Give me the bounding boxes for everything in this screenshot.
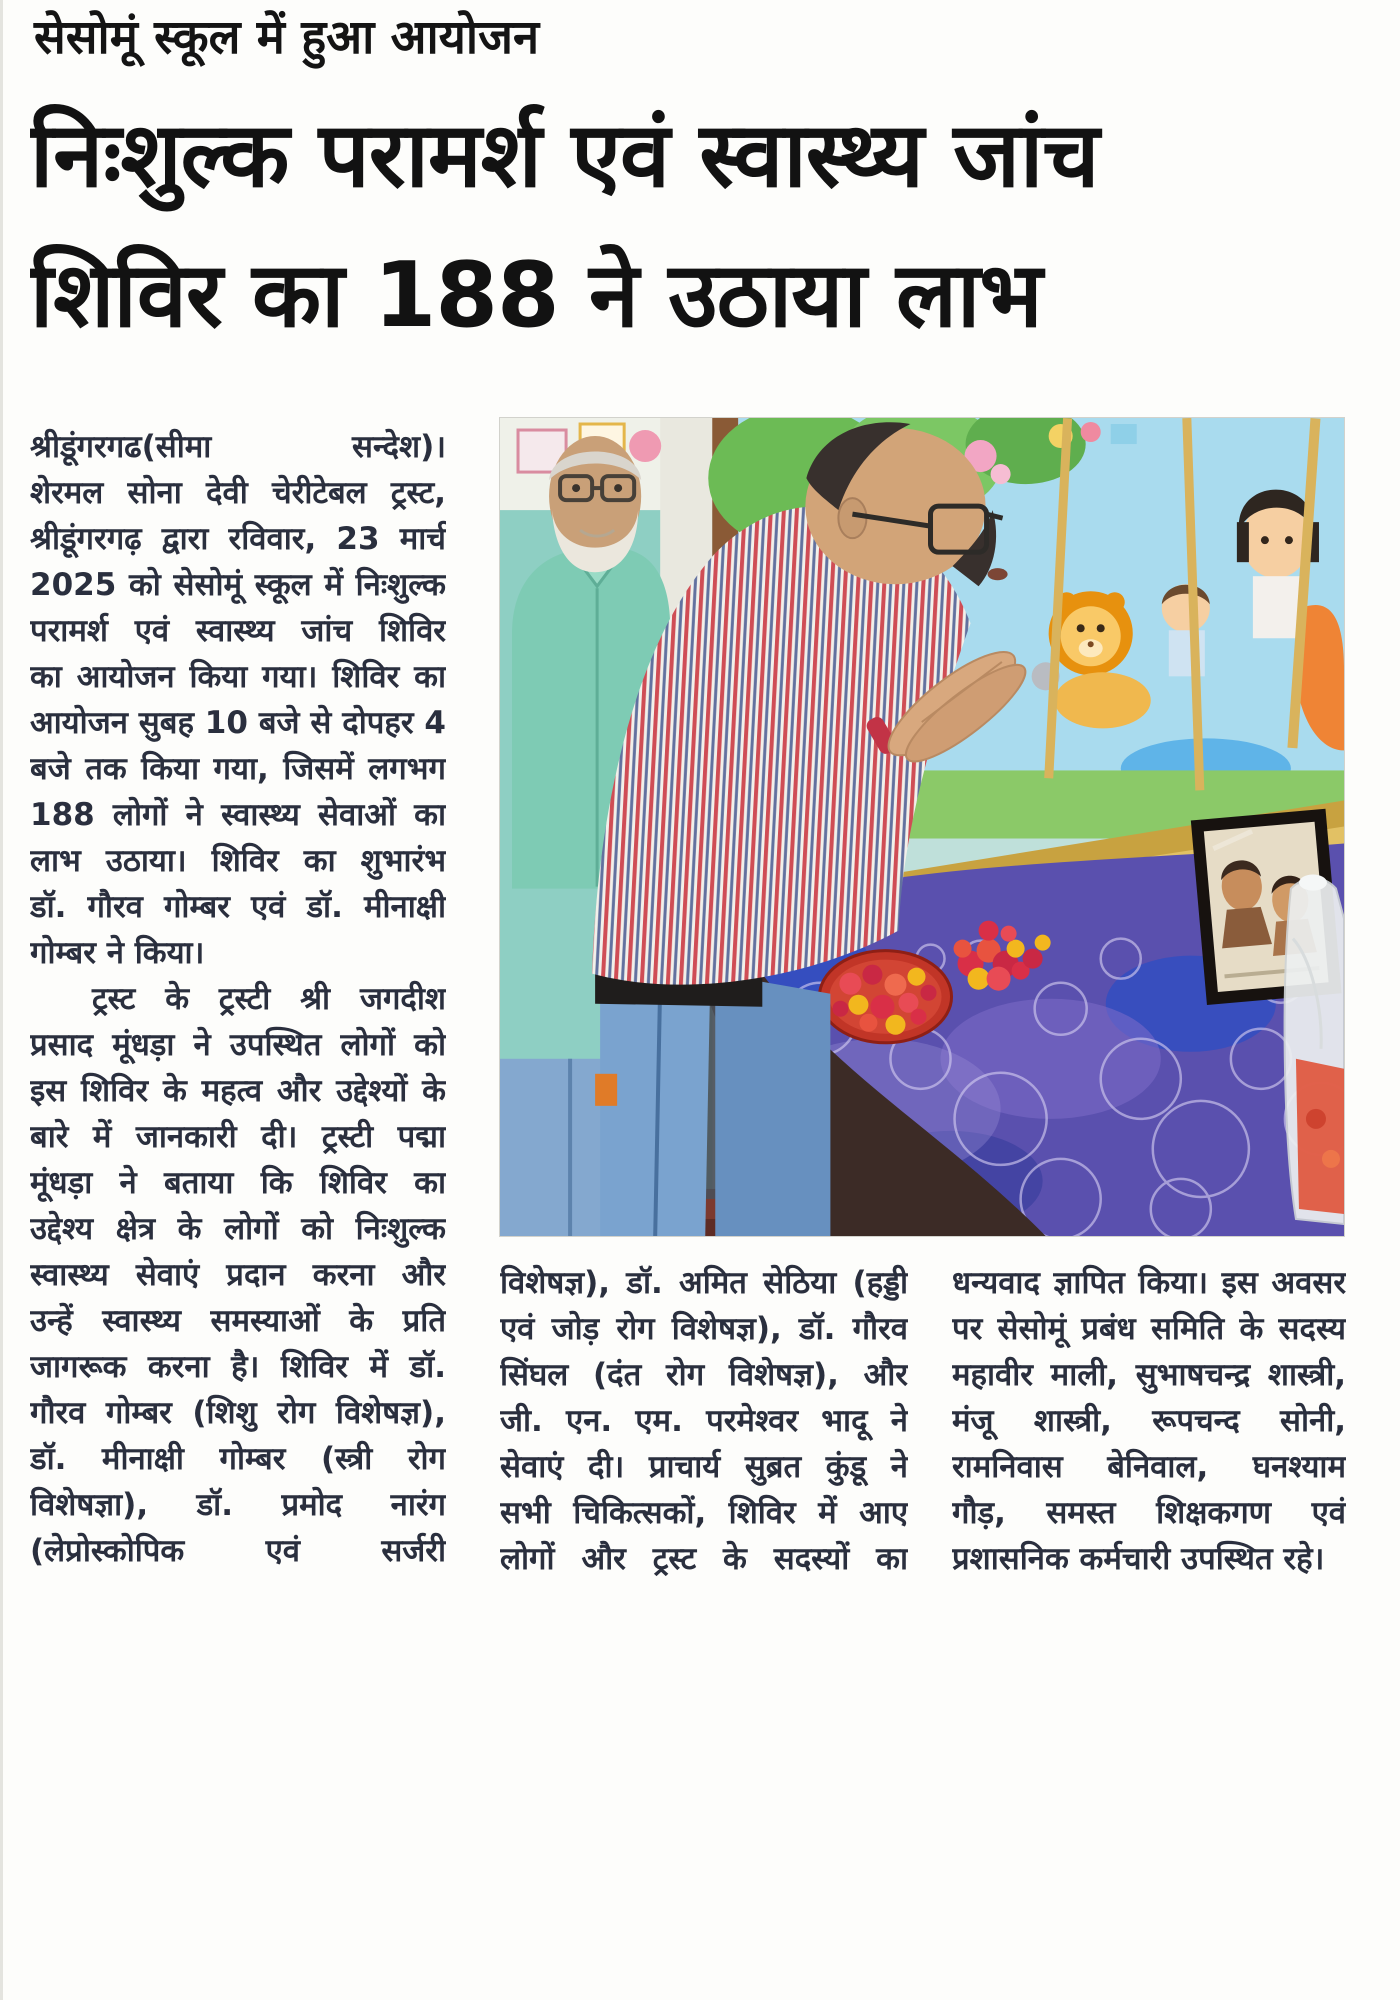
text-line: सिंघल (दंत रोग विशेषज्ञ), और (500, 1357, 908, 1393)
text-line: 188 लोगों ने स्वास्थ्य सेवाओं का (30, 797, 446, 833)
text-line: सेवाएं दी। प्राचार्य सुब्रत कुंडू ने (500, 1449, 908, 1485)
plastic-bag (1285, 875, 1344, 1224)
text-line: गोम्बर ने किया। (30, 935, 205, 971)
flower-plate (819, 951, 951, 1043)
text-line: इस शिविर के महत्व और उद्देश्यों के (30, 1073, 446, 1109)
text-line: प्रशासनिक कर्मचारी उपस्थित रहे। (952, 1541, 1325, 1577)
photo-illustration (500, 418, 1344, 1236)
scan-edge-artifact (0, 0, 3, 2000)
text-line: विशेषज्ञ), डॉ. अमित सेठिया (हड्डी (500, 1265, 908, 1301)
text-line: लोगों और ट्रस्ट के सदस्यों का (500, 1541, 908, 1577)
text-line: धन्यवाद ज्ञापित किया। इस अवसर (952, 1265, 1346, 1301)
text-line: ट्रस्ट के ट्रस्टी श्री जगदीश (30, 981, 446, 1017)
text-line: डॉ. मीनाक्षी गोम्बर (स्त्री रोग (30, 1441, 446, 1477)
text-line: बारे में जानकारी दी। ट्रस्टी पद्मा (30, 1119, 446, 1155)
headline-line-2: शिविर का 188 ने उठाया लाभ (30, 243, 1042, 348)
text-line: मंजू शास्त्री, रूपचन्द सोनी, (952, 1403, 1346, 1439)
text-line: आयोजन सुबह 10 बजे से दोपहर 4 (30, 705, 446, 741)
kicker-headline: सेसोमूं स्कूल में हुआ आयोजन (34, 10, 540, 65)
body-column-right (952, 1260, 1346, 1582)
text-line: सभी चिकित्सकों, शिविर में आए (500, 1495, 908, 1531)
text-line: परामर्श एवं स्वास्थ्य जांच शिविर (30, 613, 446, 649)
headline-line-1: निःशुल्क परामर्श एवं स्वास्थ्य जांच (30, 103, 1099, 208)
text-line: प्रसाद मूंधड़ा ने उपस्थित लोगों को (30, 1027, 446, 1063)
text-line: 2025 को सेसोमूं स्कूल में निःशुल्क (30, 567, 446, 603)
text-line: विशेषज्ञा), डॉ. प्रमोद नारंग (30, 1487, 446, 1523)
main-headline (30, 86, 1375, 378)
text-line: डॉ. गौरव गोम्बर एवं डॉ. मीनाक्षी (30, 889, 446, 925)
text-line: महावीर माली, सुभाषचन्द्र शास्त्री, (952, 1357, 1346, 1393)
text-line: रामनिवास बेनिवाल, घनश्याम (952, 1449, 1346, 1485)
text-line: (लेप्रोस्कोपिक एवं सर्जरी (30, 1533, 446, 1569)
text-line: एवं जोड़ रोग विशेषज्ञ), डॉ. गौरव (500, 1311, 908, 1347)
text-line: स्वास्थ्य सेवाएं प्रदान करना और (30, 1257, 446, 1293)
text-line: पर सेसोमूं प्रबंध समिति के सदस्य (952, 1311, 1346, 1347)
text-line: मूंधड़ा ने बताया कि शिविर का (30, 1165, 446, 1201)
text-line: लाभ उठाया। शिविर का शुभारंभ (30, 843, 446, 879)
body-column-left (30, 424, 446, 1574)
text-line: का आयोजन किया गया। शिविर का (30, 659, 446, 695)
body-column-middle (500, 1260, 908, 1582)
text-line: जागरूक करना है। शिविर में डॉ. (30, 1349, 446, 1385)
text-line: उद्देश्य क्षेत्र के लोगों को निःशुल्क (30, 1211, 446, 1247)
text-line: श्रीडूंगरगढ़ द्वारा रविवार, 23 मार्च (30, 521, 446, 557)
text-line: गौरव गोम्बर (शिशु रोग विशेषज्ञ), (30, 1395, 446, 1431)
text-line: जी. एन. एम. परमेश्वर भादू ने (500, 1403, 908, 1439)
text-line: गौड़, समस्त शिक्षकगण एवं (952, 1495, 1346, 1531)
text-line: बजे तक किया गया, जिसमें लगभग (30, 751, 446, 787)
article-photo (500, 418, 1344, 1236)
text-line: शेरमल सोना देवी चेरीटेबल ट्रस्ट, (30, 475, 446, 511)
text-line: उन्हें स्वास्थ्य समस्याओं के प्रति (30, 1303, 446, 1339)
text-line: श्रीडूंगरगढ(सीमा सन्देश)। (30, 429, 446, 465)
